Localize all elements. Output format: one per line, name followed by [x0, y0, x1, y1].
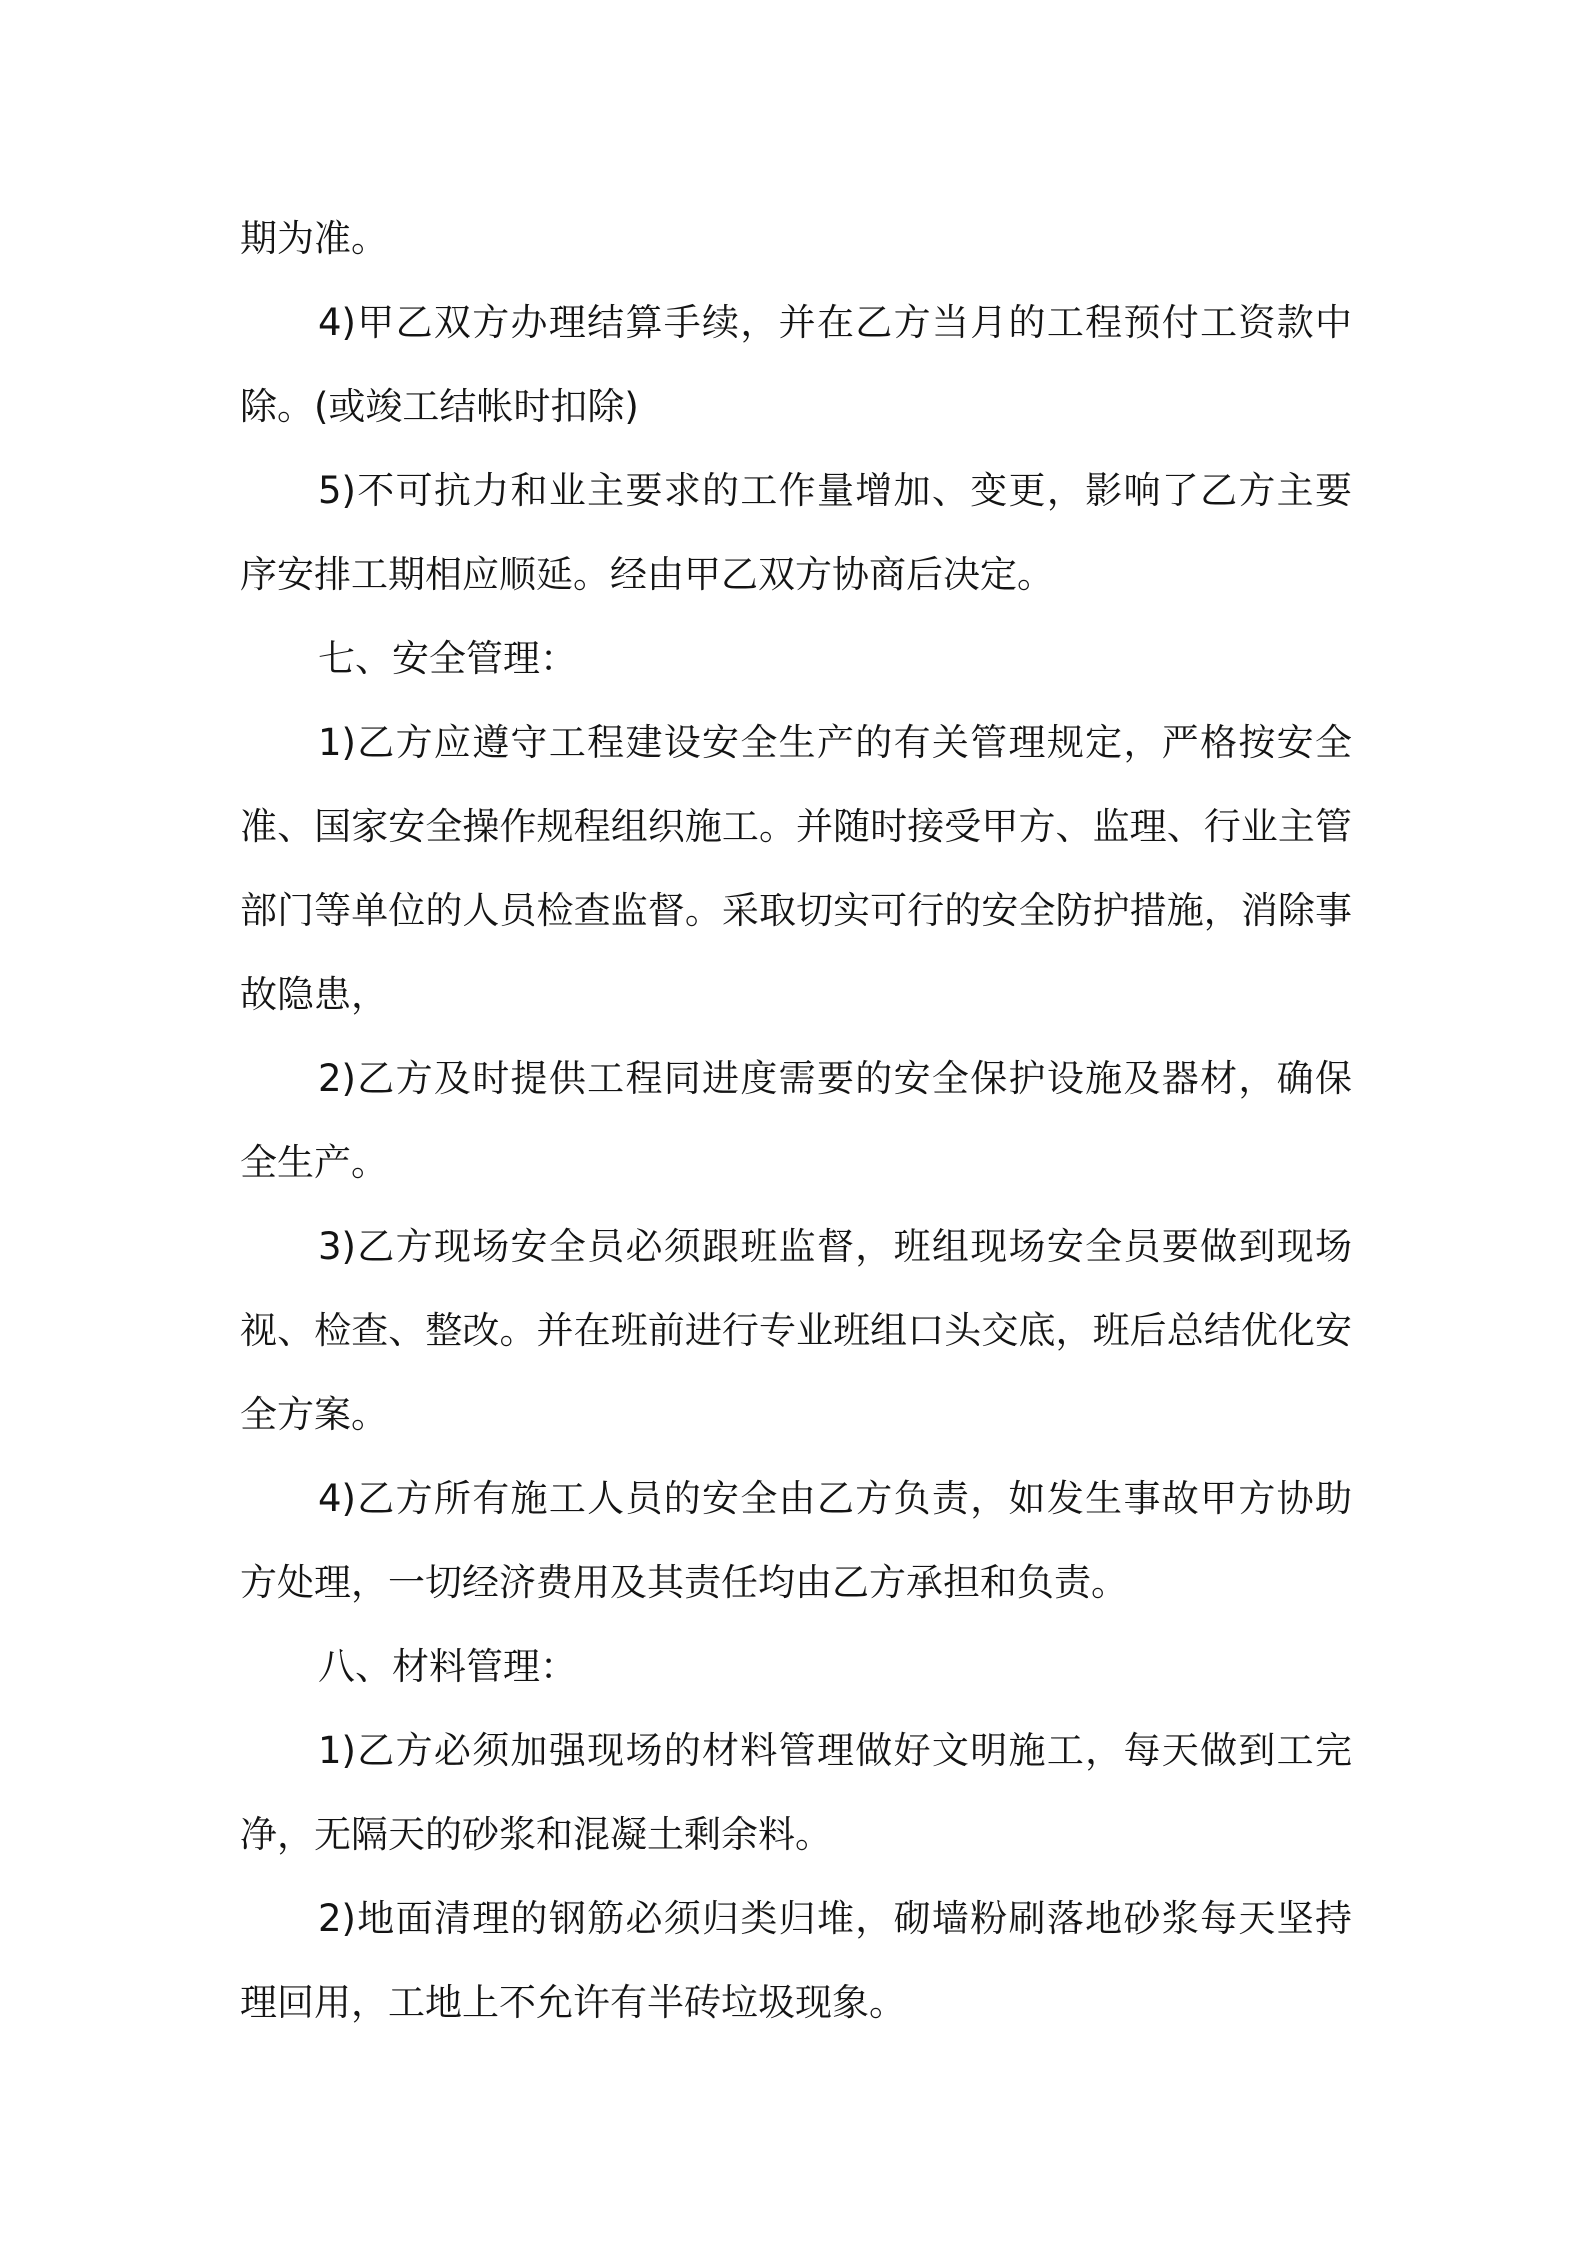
text-line: 故隐患， — [240, 973, 388, 1016]
text-line: 除。(或竣工结帐时扣除) — [240, 385, 639, 428]
text-line: 部门等单位的人员检查监督。采取切实可行的安全防护措施，消除事 — [240, 889, 1352, 932]
text-line: 序安排工期相应顺延。经由甲乙双方协商后决定。 — [240, 553, 1054, 596]
text-line: 净，无隔天的砂浆和混凝土剩余料。 — [240, 1813, 832, 1856]
text-line: 准、国家安全操作规程组织施工。并随时接受甲方、监理、行业主管 — [240, 805, 1352, 848]
section-heading: 八、材料管理： — [318, 1645, 577, 1688]
text-line: 全方案。 — [240, 1393, 388, 1436]
text-line: 4)甲乙双方办理结算手续，并在乙方当月的工程预付工资款中 — [318, 301, 1352, 344]
document-body — [240, 197, 1352, 2045]
section-heading: 七、安全管理： — [318, 637, 577, 680]
text-line: 2)地面清理的钢筋必须归类归堆，砌墙粉刷落地砂浆每天坚持 — [318, 1897, 1352, 1940]
text-line: 方处理，一切经济费用及其责任均由乙方承担和负责。 — [240, 1561, 1128, 1604]
text-line: 1)乙方必须加强现场的材料管理做好文明施工，每天做到工完 — [318, 1729, 1352, 1772]
text-line: 期为准。 — [240, 217, 388, 260]
text-line: 5)不可抗力和业主要求的工作量增加、变更，影响了乙方主要 — [318, 469, 1352, 512]
text-line: 全生产。 — [240, 1141, 388, 1184]
text-line: 3)乙方现场安全员必须跟班监督，班组现场安全员要做到现场 — [318, 1225, 1352, 1268]
text-line: 1)乙方应遵守工程建设安全生产的有关管理规定，严格按安全 — [318, 721, 1352, 764]
text-line: 4)乙方所有施工人员的安全由乙方负责，如发生事故甲方协助 — [318, 1477, 1352, 1520]
text-line: 2)乙方及时提供工程同进度需要的安全保护设施及器材，确保 — [318, 1057, 1352, 1100]
text-line: 理回用，工地上不允许有半砖垃圾现象。 — [240, 1981, 906, 2024]
text-line: 视、检查、整改。并在班前进行专业班组口头交底，班后总结优化安 — [240, 1309, 1352, 1352]
